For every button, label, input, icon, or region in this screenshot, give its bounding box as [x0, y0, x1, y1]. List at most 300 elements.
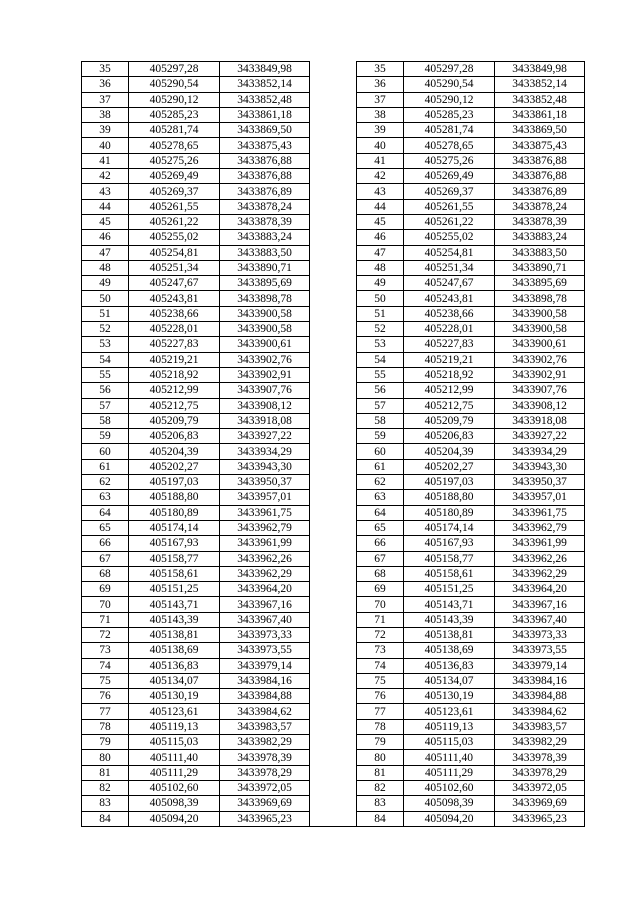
table-row [82, 230, 585, 245]
y-coordinate-cell: 3433979,14 [495, 658, 585, 673]
x-coordinate-cell: 405204,39 [404, 444, 495, 459]
y-coordinate-cell: 3433961,99 [220, 536, 310, 551]
point-number-cell: 58 [82, 413, 129, 428]
y-coordinate-cell: 3433965,23 [220, 811, 310, 826]
point-number-cell: 35 [82, 62, 129, 77]
table-row [82, 367, 585, 382]
point-number-cell: 72 [357, 627, 404, 642]
point-number-cell: 70 [82, 597, 129, 612]
x-coordinate-cell: 405261,22 [129, 214, 220, 229]
y-coordinate-cell: 3433967,40 [220, 612, 310, 627]
column-gap [310, 612, 357, 627]
point-number-cell: 42 [82, 169, 129, 184]
point-number-cell: 45 [82, 214, 129, 229]
x-coordinate-cell: 405111,40 [129, 750, 220, 765]
x-coordinate-cell: 405228,01 [404, 322, 495, 337]
column-gap [310, 260, 357, 275]
table-row [82, 582, 585, 597]
point-number-cell: 54 [357, 352, 404, 367]
point-number-cell: 40 [357, 138, 404, 153]
y-coordinate-cell: 3433852,14 [220, 77, 310, 92]
column-gap [310, 689, 357, 704]
x-coordinate-cell: 405261,55 [404, 199, 495, 214]
point-number-cell: 68 [357, 566, 404, 581]
y-coordinate-cell: 3433927,22 [495, 429, 585, 444]
point-number-cell: 62 [82, 475, 129, 490]
x-coordinate-cell: 405158,61 [404, 566, 495, 581]
x-coordinate-cell: 405212,99 [129, 383, 220, 398]
y-coordinate-cell: 3433895,69 [495, 276, 585, 291]
y-coordinate-cell: 3433878,24 [495, 199, 585, 214]
x-coordinate-cell: 405143,39 [129, 612, 220, 627]
point-number-cell: 44 [357, 199, 404, 214]
point-number-cell: 69 [82, 582, 129, 597]
point-number-cell: 51 [357, 306, 404, 321]
point-number-cell: 55 [82, 367, 129, 382]
x-coordinate-cell: 405228,01 [129, 322, 220, 337]
table-row [82, 735, 585, 750]
point-number-cell: 48 [357, 260, 404, 275]
table-row [82, 520, 585, 535]
column-gap [310, 643, 357, 658]
x-coordinate-cell: 405102,60 [129, 780, 220, 795]
column-gap [310, 322, 357, 337]
table-row [82, 750, 585, 765]
point-number-cell: 43 [82, 184, 129, 199]
x-coordinate-cell: 405261,22 [404, 214, 495, 229]
y-coordinate-cell: 3433878,39 [495, 214, 585, 229]
point-number-cell: 79 [357, 735, 404, 750]
x-coordinate-cell: 405094,20 [404, 811, 495, 826]
y-coordinate-cell: 3433907,76 [220, 383, 310, 398]
point-number-cell: 64 [82, 505, 129, 520]
table-row [82, 306, 585, 321]
point-number-cell: 60 [82, 444, 129, 459]
point-number-cell: 73 [357, 643, 404, 658]
point-number-cell: 61 [357, 459, 404, 474]
table-row [82, 475, 585, 490]
column-gap [310, 796, 357, 811]
x-coordinate-cell: 405098,39 [404, 796, 495, 811]
column-gap [310, 582, 357, 597]
y-coordinate-cell: 3433973,55 [220, 643, 310, 658]
x-coordinate-cell: 405102,60 [404, 780, 495, 795]
point-number-cell: 60 [357, 444, 404, 459]
x-coordinate-cell: 405204,39 [129, 444, 220, 459]
table-row [82, 169, 585, 184]
y-coordinate-cell: 3433934,29 [220, 444, 310, 459]
table-row [82, 77, 585, 92]
x-coordinate-cell: 405180,89 [129, 505, 220, 520]
table-row [82, 92, 585, 107]
point-number-cell: 70 [357, 597, 404, 612]
x-coordinate-cell: 405094,20 [129, 811, 220, 826]
x-coordinate-cell: 405134,07 [404, 673, 495, 688]
x-coordinate-cell: 405143,71 [129, 597, 220, 612]
x-coordinate-cell: 405290,12 [129, 92, 220, 107]
x-coordinate-cell: 405136,83 [404, 658, 495, 673]
column-gap [310, 811, 357, 826]
y-coordinate-cell: 3433861,18 [220, 107, 310, 122]
point-number-cell: 77 [82, 704, 129, 719]
x-coordinate-cell: 405243,81 [129, 291, 220, 306]
column-gap [310, 214, 357, 229]
y-coordinate-cell: 3433961,75 [495, 505, 585, 520]
y-coordinate-cell: 3433869,50 [220, 123, 310, 138]
point-number-cell: 61 [82, 459, 129, 474]
x-coordinate-cell: 405130,19 [404, 689, 495, 704]
y-coordinate-cell: 3433875,43 [220, 138, 310, 153]
point-number-cell: 69 [357, 582, 404, 597]
x-coordinate-cell: 405290,54 [129, 77, 220, 92]
point-number-cell: 41 [357, 153, 404, 168]
table-row [82, 536, 585, 551]
y-coordinate-cell: 3433852,48 [220, 92, 310, 107]
point-number-cell: 37 [82, 92, 129, 107]
point-number-cell: 51 [82, 306, 129, 321]
x-coordinate-cell: 405119,13 [404, 719, 495, 734]
point-number-cell: 76 [357, 689, 404, 704]
table-row [82, 612, 585, 627]
x-coordinate-cell: 405197,03 [129, 475, 220, 490]
x-coordinate-cell: 405278,65 [129, 138, 220, 153]
y-coordinate-cell: 3433969,69 [220, 796, 310, 811]
y-coordinate-cell: 3433978,39 [220, 750, 310, 765]
column-gap [310, 413, 357, 428]
x-coordinate-cell: 405167,93 [404, 536, 495, 551]
y-coordinate-cell: 3433876,88 [220, 153, 310, 168]
x-coordinate-cell: 405180,89 [404, 505, 495, 520]
x-coordinate-cell: 405130,19 [129, 689, 220, 704]
point-number-cell: 75 [357, 673, 404, 688]
point-number-cell: 56 [357, 383, 404, 398]
column-gap [310, 597, 357, 612]
point-number-cell: 74 [82, 658, 129, 673]
y-coordinate-cell: 3433902,76 [220, 352, 310, 367]
y-coordinate-cell: 3433962,29 [495, 566, 585, 581]
x-coordinate-cell: 405111,40 [404, 750, 495, 765]
column-gap [310, 276, 357, 291]
y-coordinate-cell: 3433883,50 [495, 245, 585, 260]
point-number-cell: 55 [357, 367, 404, 382]
y-coordinate-cell: 3433927,22 [220, 429, 310, 444]
x-coordinate-cell: 405138,69 [404, 643, 495, 658]
y-coordinate-cell: 3433984,62 [495, 704, 585, 719]
y-coordinate-cell: 3433900,61 [220, 337, 310, 352]
y-coordinate-cell: 3433979,14 [220, 658, 310, 673]
x-coordinate-cell: 405269,49 [404, 169, 495, 184]
y-coordinate-cell: 3433883,50 [220, 245, 310, 260]
x-coordinate-cell: 405254,81 [129, 245, 220, 260]
y-coordinate-cell: 3433876,88 [495, 169, 585, 184]
table-row [82, 153, 585, 168]
table-row [82, 260, 585, 275]
x-coordinate-cell: 405119,13 [129, 719, 220, 734]
column-gap [310, 230, 357, 245]
y-coordinate-cell: 3433876,88 [495, 153, 585, 168]
x-coordinate-cell: 405254,81 [404, 245, 495, 260]
y-coordinate-cell: 3433878,24 [220, 199, 310, 214]
y-coordinate-cell: 3433984,88 [495, 689, 585, 704]
table-row [82, 138, 585, 153]
x-coordinate-cell: 405218,92 [404, 367, 495, 382]
table-row [82, 704, 585, 719]
y-coordinate-cell: 3433967,16 [220, 597, 310, 612]
column-gap [310, 92, 357, 107]
y-coordinate-cell: 3433964,20 [220, 582, 310, 597]
point-number-cell: 62 [357, 475, 404, 490]
point-number-cell: 65 [357, 520, 404, 535]
point-number-cell: 59 [357, 429, 404, 444]
x-coordinate-cell: 405209,79 [129, 413, 220, 428]
x-coordinate-cell: 405212,75 [129, 398, 220, 413]
y-coordinate-cell: 3433961,99 [495, 536, 585, 551]
table-row [82, 184, 585, 199]
point-number-cell: 53 [82, 337, 129, 352]
y-coordinate-cell: 3433918,08 [495, 413, 585, 428]
table-row [82, 490, 585, 505]
x-coordinate-cell: 405227,83 [404, 337, 495, 352]
point-number-cell: 39 [357, 123, 404, 138]
point-number-cell: 59 [82, 429, 129, 444]
column-gap [310, 169, 357, 184]
x-coordinate-cell: 405197,03 [404, 475, 495, 490]
y-coordinate-cell: 3433907,76 [495, 383, 585, 398]
column-gap [310, 199, 357, 214]
column-gap [310, 490, 357, 505]
y-coordinate-cell: 3433984,16 [220, 673, 310, 688]
x-coordinate-cell: 405158,77 [129, 551, 220, 566]
point-number-cell: 78 [357, 719, 404, 734]
x-coordinate-cell: 405174,14 [404, 520, 495, 535]
table-row [82, 459, 585, 474]
x-coordinate-cell: 405134,07 [129, 673, 220, 688]
point-number-cell: 50 [357, 291, 404, 306]
column-gap [310, 245, 357, 260]
point-number-cell: 72 [82, 627, 129, 642]
y-coordinate-cell: 3433984,16 [495, 673, 585, 688]
x-coordinate-cell: 405206,83 [129, 429, 220, 444]
x-coordinate-cell: 405243,81 [404, 291, 495, 306]
point-number-cell: 49 [357, 276, 404, 291]
x-coordinate-cell: 405209,79 [404, 413, 495, 428]
x-coordinate-cell: 405251,34 [129, 260, 220, 275]
point-number-cell: 80 [357, 750, 404, 765]
y-coordinate-cell: 3433957,01 [220, 490, 310, 505]
x-coordinate-cell: 405188,80 [404, 490, 495, 505]
x-coordinate-cell: 405255,02 [129, 230, 220, 245]
column-gap [310, 475, 357, 490]
column-gap [310, 719, 357, 734]
x-coordinate-cell: 405281,74 [404, 123, 495, 138]
table-row [82, 551, 585, 566]
y-coordinate-cell: 3433984,62 [220, 704, 310, 719]
y-coordinate-cell: 3433983,57 [220, 719, 310, 734]
point-number-cell: 37 [357, 92, 404, 107]
y-coordinate-cell: 3433943,30 [220, 459, 310, 474]
point-number-cell: 54 [82, 352, 129, 367]
y-coordinate-cell: 3433982,29 [495, 735, 585, 750]
x-coordinate-cell: 405219,21 [129, 352, 220, 367]
point-number-cell: 76 [82, 689, 129, 704]
table-row [82, 276, 585, 291]
x-coordinate-cell: 405138,69 [129, 643, 220, 658]
column-gap [310, 184, 357, 199]
x-coordinate-cell: 405297,28 [129, 62, 220, 77]
point-number-cell: 82 [357, 780, 404, 795]
x-coordinate-cell: 405278,65 [404, 138, 495, 153]
y-coordinate-cell: 3433876,89 [495, 184, 585, 199]
table-row [82, 719, 585, 734]
column-gap [310, 352, 357, 367]
y-coordinate-cell: 3433876,88 [220, 169, 310, 184]
point-number-cell: 67 [82, 551, 129, 566]
point-number-cell: 48 [82, 260, 129, 275]
column-gap [310, 107, 357, 122]
table-row [82, 780, 585, 795]
y-coordinate-cell: 3433890,71 [495, 260, 585, 275]
y-coordinate-cell: 3433883,24 [495, 230, 585, 245]
x-coordinate-cell: 405247,67 [404, 276, 495, 291]
x-coordinate-cell: 405212,75 [404, 398, 495, 413]
y-coordinate-cell: 3433978,39 [495, 750, 585, 765]
x-coordinate-cell: 405251,34 [404, 260, 495, 275]
x-coordinate-cell: 405269,37 [404, 184, 495, 199]
point-number-cell: 79 [82, 735, 129, 750]
table-row [82, 398, 585, 413]
x-coordinate-cell: 405098,39 [129, 796, 220, 811]
point-number-cell: 57 [82, 398, 129, 413]
column-gap [310, 505, 357, 520]
point-number-cell: 83 [82, 796, 129, 811]
x-coordinate-cell: 405285,23 [129, 107, 220, 122]
y-coordinate-cell: 3433961,75 [220, 505, 310, 520]
point-number-cell: 77 [357, 704, 404, 719]
point-number-cell: 64 [357, 505, 404, 520]
y-coordinate-cell: 3433962,26 [495, 551, 585, 566]
coordinate-table [81, 61, 585, 827]
table-row [82, 291, 585, 306]
table-row [82, 643, 585, 658]
y-coordinate-cell: 3433973,33 [220, 627, 310, 642]
point-number-cell: 35 [357, 62, 404, 77]
table-row [82, 245, 585, 260]
y-coordinate-cell: 3433967,40 [495, 612, 585, 627]
table-row [82, 337, 585, 352]
table-row [82, 413, 585, 428]
column-gap [310, 551, 357, 566]
point-number-cell: 45 [357, 214, 404, 229]
column-gap [310, 520, 357, 535]
point-number-cell: 53 [357, 337, 404, 352]
table-row [82, 505, 585, 520]
y-coordinate-cell: 3433972,05 [220, 780, 310, 795]
column-gap [310, 153, 357, 168]
y-coordinate-cell: 3433969,69 [495, 796, 585, 811]
point-number-cell: 82 [82, 780, 129, 795]
column-gap [310, 673, 357, 688]
point-number-cell: 38 [357, 107, 404, 122]
table-row [82, 597, 585, 612]
point-number-cell: 56 [82, 383, 129, 398]
point-number-cell: 68 [82, 566, 129, 581]
x-coordinate-cell: 405212,99 [404, 383, 495, 398]
x-coordinate-cell: 405111,29 [404, 765, 495, 780]
y-coordinate-cell: 3433973,55 [495, 643, 585, 658]
x-coordinate-cell: 405115,03 [129, 735, 220, 750]
x-coordinate-cell: 405123,61 [404, 704, 495, 719]
point-number-cell: 40 [82, 138, 129, 153]
point-number-cell: 71 [357, 612, 404, 627]
point-number-cell: 46 [82, 230, 129, 245]
x-coordinate-cell: 405219,21 [404, 352, 495, 367]
x-coordinate-cell: 405174,14 [129, 520, 220, 535]
point-number-cell: 47 [357, 245, 404, 260]
y-coordinate-cell: 3433967,16 [495, 597, 585, 612]
column-gap [310, 367, 357, 382]
y-coordinate-cell: 3433957,01 [495, 490, 585, 505]
y-coordinate-cell: 3433902,76 [495, 352, 585, 367]
y-coordinate-cell: 3433890,71 [220, 260, 310, 275]
y-coordinate-cell: 3433852,48 [495, 92, 585, 107]
point-number-cell: 78 [82, 719, 129, 734]
x-coordinate-cell: 405138,81 [129, 627, 220, 642]
table-row [82, 658, 585, 673]
table-row [82, 765, 585, 780]
column-gap [310, 62, 357, 77]
point-number-cell: 39 [82, 123, 129, 138]
y-coordinate-cell: 3433918,08 [220, 413, 310, 428]
column-gap [310, 780, 357, 795]
table-row [82, 444, 585, 459]
y-coordinate-cell: 3433984,88 [220, 689, 310, 704]
point-number-cell: 66 [82, 536, 129, 551]
column-gap [310, 429, 357, 444]
x-coordinate-cell: 405275,26 [404, 153, 495, 168]
point-number-cell: 36 [357, 77, 404, 92]
point-number-cell: 73 [82, 643, 129, 658]
table-row [82, 199, 585, 214]
x-coordinate-cell: 405281,74 [129, 123, 220, 138]
point-number-cell: 75 [82, 673, 129, 688]
x-coordinate-cell: 405297,28 [404, 62, 495, 77]
column-gap [310, 77, 357, 92]
point-number-cell: 38 [82, 107, 129, 122]
table-row [82, 107, 585, 122]
y-coordinate-cell: 3433869,50 [495, 123, 585, 138]
x-coordinate-cell: 405158,61 [129, 566, 220, 581]
table-body [82, 62, 585, 827]
y-coordinate-cell: 3433878,39 [220, 214, 310, 229]
column-gap [310, 444, 357, 459]
point-number-cell: 47 [82, 245, 129, 260]
x-coordinate-cell: 405227,83 [129, 337, 220, 352]
x-coordinate-cell: 405111,29 [129, 765, 220, 780]
column-gap [310, 337, 357, 352]
x-coordinate-cell: 405158,77 [404, 551, 495, 566]
x-coordinate-cell: 405269,49 [129, 169, 220, 184]
x-coordinate-cell: 405206,83 [404, 429, 495, 444]
column-gap [310, 627, 357, 642]
column-gap [310, 765, 357, 780]
table-row [82, 214, 585, 229]
x-coordinate-cell: 405143,39 [404, 612, 495, 627]
x-coordinate-cell: 405218,92 [129, 367, 220, 382]
point-number-cell: 67 [357, 551, 404, 566]
y-coordinate-cell: 3433973,33 [495, 627, 585, 642]
y-coordinate-cell: 3433964,20 [495, 582, 585, 597]
x-coordinate-cell: 405138,81 [404, 627, 495, 642]
